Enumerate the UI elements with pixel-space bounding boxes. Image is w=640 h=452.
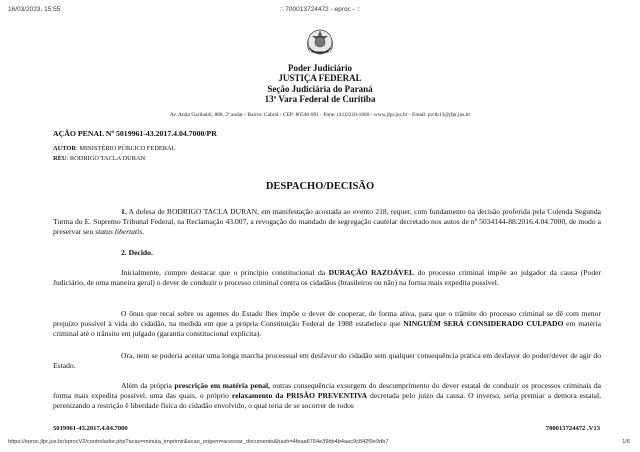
- defendant-value: : RODRIGO TACLA DURAN: [66, 155, 146, 162]
- court-line-federal-justice: JUSTIÇA FEDERAL: [278, 73, 362, 84]
- document-title: DESPACHO/DECISÃO: [265, 181, 375, 192]
- party-defendant: [53, 155, 145, 162]
- paragraph-1: 1. A defesa de RODRIGO TACLA DURAN, em manifestação acostada ao evento 218, requer, com fundamento na decisão proferida pela Colenda Segunda Turma do E. Supremo Tribunal Federal, na Reclamação 43.007, a revogação do mandado de segregação cautelar decretado nos autos de nº 5034144-88.2016.4.04.7000, de modo a preservar seu status libertatis.: [53, 207, 601, 237]
- footer-case-number: 5019961-43.2017.4.04.7000: [53, 425, 128, 432]
- paragraph-5: Ora, nem se poderia aceitar uma longa marcha processual em desfavor do cidadão sem qualquer consequência prática em desfavor do poder/dever de agir do Estado.: [53, 351, 601, 371]
- court-heading: [0, 63, 640, 105]
- print-page-number: 1/6: [622, 439, 630, 445]
- coat-of-arms-icon: [305, 26, 335, 60]
- footer-document-id: 700013724472 .V13: [545, 425, 600, 432]
- print-url: https://eproc.jfpr.jus.br/eprocV2/controlador.php?acao=minuta_imprimir&acao_origem=acessar_documento&hash=4feaa6764e39bb4b4aac9c842f9e9db7: [8, 439, 389, 445]
- paragraph-6: Além da própria prescrição em matéria penal, outras consequência exsurgem do descumprimento do dever estatal de conduzir os processos criminais da forma mais expedita possível, uma das quais, o próprio relaxamento da PRISÃO PREVENTIVA decretada pelo juízo da causa. O inverso, seria premiar a demora estatal, perenizando a restrição ê liberdade física do cidadão envolvido, o qual teria de se socorrer de todos: [53, 381, 601, 411]
- paragraph-1-number: 1.: [121, 207, 127, 216]
- court-line-judiciary: Poder Judiciário: [287, 63, 353, 73]
- author-value: : MINISTÉRIO PÚBLICO FEDERAL: [75, 145, 176, 152]
- print-window-title: :: 700013724472 - eproc - ::: [279, 6, 361, 13]
- party-author: [53, 145, 176, 152]
- paragraph-2-heading: 2. Decido.: [121, 248, 153, 257]
- court-line-section: Seção Judiciária do Paraná: [267, 83, 373, 94]
- court-line-court: 13ª Vara Federal de Curitiba: [264, 94, 376, 105]
- paragraph-3: Inicialmente, cumpre destacar que o princípio constitucional da DURAÇÃO RAZOÁVEL do processo criminal impõe ao julgador da causa (Poder Judiciário, de uma maneira geral) o dever de conduzir o processo criminal contra os cidadãos (brasileiros ou não) na forma mais expedita possível.: [53, 268, 602, 288]
- print-datetime: 16/03/2023, 15:55: [8, 6, 61, 13]
- case-number: AÇÃO PENAL Nº 5019961-43.2017.4.04.7000/PR: [53, 129, 217, 138]
- court-address: Av. Anita Garibaldi, 888, 2º andar - Bairro: Cabral - CEP: 80540-901 - Fone: (41)3210-1680 - www.jfpr.jus.br - Email: prctb13@jfpr.jus.br: [169, 112, 471, 118]
- author-label: AUTOR: [53, 145, 76, 152]
- print-header: [0, 6, 640, 16]
- defendant-label: RÉU: [53, 155, 67, 162]
- paragraph-4: O ônus que recai sobre os agentes do Estado lhes impõe o dever de cooperar, de forma ativa, para que o trâmite do processo criminal se dê com menor prejuízo possível à vida do cidadão, na medida em que a própria Constituição Federal de 1988 estabelece que NINGUÉM SERÁ CONSIDERADO CULPADO em matéria criminal até o trânsito em julgado (garantia constitucional explícita).: [53, 309, 601, 339]
